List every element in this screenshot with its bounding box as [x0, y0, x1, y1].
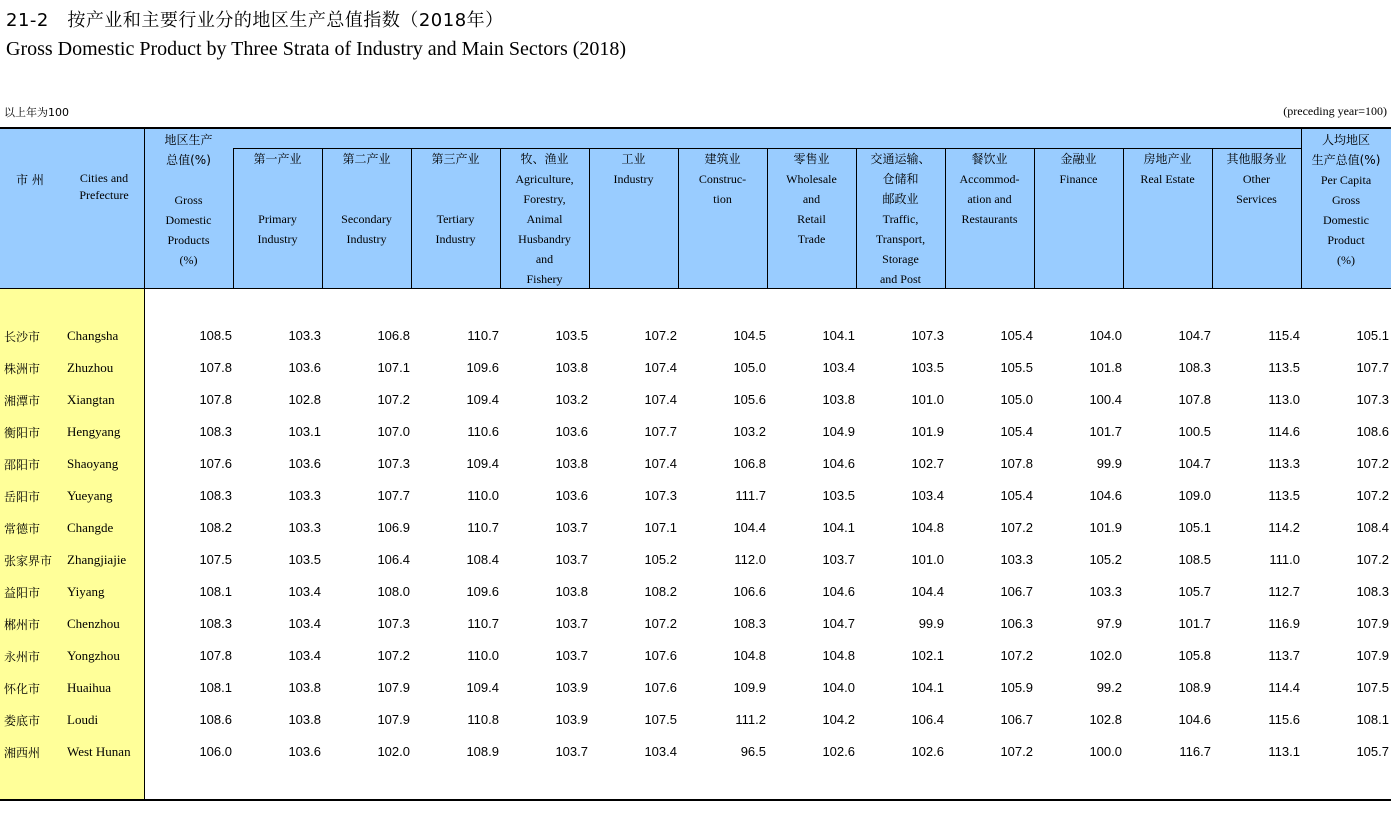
city-name-en: Zhangjiajie [67, 552, 127, 567]
index-value-cell: 108.1 [199, 680, 232, 695]
index-value-cell: 113.5 [1268, 488, 1300, 503]
index-value-cell: 108.0 [377, 584, 410, 599]
index-value-cell: 103.6 [288, 456, 321, 471]
index-value-cell: 113.0 [1268, 392, 1300, 407]
page-title: 21-2 按产业和主要行业分的地区生产总值指数（2018年） [6, 10, 504, 31]
table-row [0, 744, 1391, 776]
header-trade: 零售业 Wholesale and Retail Trade [786, 152, 837, 246]
index-value-cell: 107.8 [199, 360, 232, 375]
index-value-cell: 103.8 [555, 360, 588, 375]
header-transport: 交通运输、 仓储和 邮政业 Traffic, Transport, Storage and Post [870, 152, 931, 286]
index-value-cell: 111.7 [735, 488, 766, 503]
city-name-en: Huaihua [67, 680, 112, 695]
index-value-cell: 100.4 [1089, 392, 1122, 407]
index-value-cell: 109.6 [466, 360, 499, 375]
table-bottom-rule [0, 799, 1391, 801]
index-value-cell: 109.0 [1178, 488, 1211, 503]
index-value-cell: 107.0 [377, 424, 410, 439]
index-value-cell: 106.6 [733, 584, 766, 599]
city-name-cn: 永州市 [4, 650, 41, 664]
header-finance: 金融业 Finance [1059, 152, 1098, 186]
index-value-cell: 110.7 [467, 328, 499, 343]
index-value-cell: 108.1 [199, 584, 232, 599]
index-value-cell: 110.8 [467, 712, 499, 727]
index-value-cell: 110.6 [467, 424, 499, 439]
index-value-cell: 103.5 [555, 328, 588, 343]
index-value-cell: 101.0 [911, 552, 944, 567]
city-name-en: Hengyang [67, 424, 121, 439]
table-row [0, 552, 1391, 584]
index-value-cell: 105.2 [1089, 552, 1122, 567]
index-value-cell: 107.3 [911, 328, 944, 343]
header-other-services: 其他服务业 Other Services [1226, 152, 1287, 206]
index-value-cell: 105.7 [1356, 744, 1389, 759]
index-value-cell: 107.5 [199, 552, 232, 567]
index-value-cell: 107.3 [644, 488, 677, 503]
unit-note-en: (preceding year=100) [1283, 104, 1387, 118]
index-value-cell: 105.1 [1356, 328, 1389, 343]
index-value-cell: 103.2 [555, 392, 588, 407]
index-value-cell: 113.5 [1268, 360, 1300, 375]
index-value-cell: 110.0 [467, 488, 499, 503]
index-value-cell: 104.7 [1178, 328, 1211, 343]
index-value-cell: 103.9 [555, 712, 588, 727]
index-value-cell: 107.8 [1178, 392, 1211, 407]
index-value-cell: 103.6 [555, 424, 588, 439]
index-value-cell: 107.2 [644, 616, 677, 631]
index-value-cell: 106.4 [377, 552, 410, 567]
index-value-cell: 104.6 [1089, 488, 1122, 503]
index-value-cell: 107.2 [377, 392, 410, 407]
index-value-cell: 111.2 [735, 712, 766, 727]
index-value-cell: 112.0 [734, 552, 766, 567]
index-value-cell: 107.3 [1356, 392, 1389, 407]
index-value-cell: 103.8 [288, 680, 321, 695]
header-gdp: 地区生产 总值(%) Gross Domestic Products (%) [164, 133, 213, 267]
index-value-cell: 108.5 [199, 328, 232, 343]
index-value-cell: 109.4 [466, 392, 499, 407]
index-value-cell: 107.4 [644, 392, 677, 407]
index-value-cell: 104.7 [1178, 456, 1211, 471]
index-value-cell: 107.7 [377, 488, 410, 503]
header-industry: 工业 Industry [613, 152, 654, 186]
header-tertiary: 第三产业 Tertiary Industry [431, 152, 480, 246]
index-value-cell: 107.5 [644, 712, 677, 727]
index-value-cell: 109.9 [733, 680, 766, 695]
index-value-cell: 103.5 [822, 488, 855, 503]
index-value-cell: 106.0 [199, 744, 232, 759]
index-value-cell: 108.3 [199, 616, 232, 631]
index-value-cell: 105.8 [1178, 648, 1211, 663]
index-value-cell: 103.1 [288, 424, 321, 439]
index-value-cell: 108.9 [466, 744, 499, 759]
index-value-cell: 107.5 [1356, 680, 1389, 695]
index-value-cell: 99.9 [918, 616, 944, 631]
index-value-cell: 108.3 [199, 424, 232, 439]
index-value-cell: 115.6 [1268, 712, 1300, 727]
table-top-rule [0, 127, 1391, 129]
city-name-cn: 郴州市 [4, 618, 41, 632]
city-name-cn: 常德市 [4, 522, 41, 536]
index-value-cell: 105.0 [1000, 392, 1033, 407]
index-value-cell: 116.7 [1179, 744, 1211, 759]
city-name-cn: 株洲市 [4, 362, 41, 376]
index-value-cell: 113.1 [1268, 744, 1300, 759]
index-value-cell: 100.5 [1178, 424, 1211, 439]
index-value-cell: 105.7 [1178, 584, 1211, 599]
city-name-cn: 怀化市 [4, 682, 41, 696]
index-value-cell: 108.1 [1356, 712, 1389, 727]
index-value-cell: 103.6 [555, 488, 588, 503]
table-row [0, 584, 1391, 616]
index-value-cell: 103.5 [911, 360, 944, 375]
index-value-cell: 107.8 [199, 648, 232, 663]
index-value-cell: 107.4 [644, 360, 677, 375]
index-value-cell: 108.5 [1178, 552, 1211, 567]
city-name-cn: 湘西州 [4, 746, 41, 760]
index-value-cell: 102.6 [822, 744, 855, 759]
header-construction: 建筑业 Construc- tion [698, 152, 747, 206]
index-value-cell: 108.4 [1356, 520, 1389, 535]
index-value-cell: 106.7 [1000, 584, 1033, 599]
index-value-cell: 110.7 [467, 616, 499, 631]
index-value-cell: 114.6 [1268, 424, 1300, 439]
index-value-cell: 107.2 [1356, 488, 1389, 503]
index-value-cell: 103.3 [288, 520, 321, 535]
index-value-cell: 109.6 [466, 584, 499, 599]
index-value-cell: 104.1 [822, 520, 855, 535]
index-value-cell: 105.2 [644, 552, 677, 567]
index-value-cell: 106.7 [1000, 712, 1033, 727]
index-value-cell: 103.4 [822, 360, 855, 375]
table-row [0, 424, 1391, 456]
index-value-cell: 99.9 [1096, 456, 1122, 471]
index-value-cell: 103.4 [911, 488, 944, 503]
index-value-cell: 116.9 [1268, 616, 1300, 631]
table-row [0, 328, 1391, 360]
index-value-cell: 111.0 [1269, 552, 1300, 567]
index-value-cell: 102.8 [1089, 712, 1122, 727]
index-value-cell: 104.5 [733, 328, 766, 343]
index-value-cell: 110.0 [467, 648, 499, 663]
index-value-cell: 103.5 [288, 552, 321, 567]
index-value-cell: 107.3 [377, 456, 410, 471]
city-name-en: Changsha [67, 328, 119, 343]
index-value-cell: 107.8 [1000, 456, 1033, 471]
index-value-cell: 107.8 [199, 392, 232, 407]
index-value-cell: 106.8 [377, 328, 410, 343]
index-value-cell: 101.7 [1178, 616, 1211, 631]
city-name-cn: 益阳市 [4, 586, 41, 600]
city-name-en: Yiyang [67, 584, 105, 599]
index-value-cell: 106.8 [733, 456, 766, 471]
table-row [0, 488, 1391, 520]
city-name-cn: 邵阳市 [4, 458, 41, 472]
city-name-en: Loudi [67, 712, 99, 727]
index-value-cell: 103.4 [288, 584, 321, 599]
index-value-cell: 104.4 [733, 520, 766, 535]
index-value-cell: 109.4 [466, 456, 499, 471]
index-value-cell: 105.9 [1000, 680, 1033, 695]
index-value-cell: 104.8 [911, 520, 944, 535]
index-value-cell: 103.7 [555, 520, 588, 535]
table-row [0, 616, 1391, 648]
index-value-cell: 108.2 [199, 520, 232, 535]
city-name-en: Yueyang [67, 488, 113, 503]
index-value-cell: 103.2 [733, 424, 766, 439]
index-value-cell: 107.2 [1356, 456, 1389, 471]
index-value-cell: 104.6 [1178, 712, 1211, 727]
index-value-cell: 96.5 [740, 744, 766, 759]
city-name-cn: 长沙市 [4, 330, 41, 344]
city-name-cn: 岳阳市 [4, 490, 41, 504]
index-value-cell: 105.6 [733, 392, 766, 407]
index-value-cell: 104.2 [822, 712, 855, 727]
header-city-cn: 市 州 [16, 173, 44, 187]
index-value-cell: 107.9 [1356, 648, 1389, 663]
index-value-cell: 102.0 [377, 744, 410, 759]
index-value-cell: 107.2 [377, 648, 410, 663]
table-row [0, 680, 1391, 712]
index-value-cell: 103.3 [288, 328, 321, 343]
index-value-cell: 107.2 [1356, 552, 1389, 567]
city-name-cn: 张家界市 [4, 554, 53, 568]
index-value-cell: 104.0 [1089, 328, 1122, 343]
index-value-cell: 110.7 [467, 520, 499, 535]
index-value-cell: 101.9 [1089, 520, 1122, 535]
index-value-cell: 103.3 [1089, 584, 1122, 599]
index-value-cell: 106.3 [1000, 616, 1033, 631]
index-value-cell: 107.6 [199, 456, 232, 471]
index-value-cell: 108.3 [1178, 360, 1211, 375]
index-value-cell: 105.4 [1000, 424, 1033, 439]
index-value-cell: 105.5 [1000, 360, 1033, 375]
city-name-en: Changde [67, 520, 114, 535]
index-value-cell: 105.4 [1000, 488, 1033, 503]
city-name-cn: 娄底市 [4, 714, 41, 728]
index-value-cell: 108.6 [1356, 424, 1389, 439]
table-header-rule [0, 288, 1391, 289]
header-primary: 第一产业 Primary Industry [253, 152, 302, 246]
index-value-cell: 104.8 [822, 648, 855, 663]
index-value-cell: 104.1 [822, 328, 855, 343]
index-value-cell: 103.6 [288, 744, 321, 759]
index-value-cell: 103.8 [555, 584, 588, 599]
table-row [0, 648, 1391, 680]
index-value-cell: 105.1 [1178, 520, 1211, 535]
index-value-cell: 103.4 [288, 616, 321, 631]
table-row [0, 360, 1391, 392]
index-value-cell: 114.2 [1268, 520, 1300, 535]
index-value-cell: 101.0 [911, 392, 944, 407]
index-value-cell: 107.3 [377, 616, 410, 631]
index-value-cell: 103.4 [288, 648, 321, 663]
table-row [0, 712, 1391, 744]
index-value-cell: 107.9 [377, 680, 410, 695]
index-value-cell: 107.4 [644, 456, 677, 471]
index-value-cell: 104.6 [822, 584, 855, 599]
city-name-en: Chenzhou [67, 616, 120, 631]
index-value-cell: 108.6 [199, 712, 232, 727]
index-value-cell: 105.0 [733, 360, 766, 375]
header-agriculture: 牧、渔业 Agriculture, Forestry, Animal Husbandry and Fishery [515, 152, 574, 286]
city-name-cn: 湘潭市 [4, 394, 41, 408]
index-value-cell: 103.7 [555, 744, 588, 759]
header-real-estate: 房地产业 Real Estate [1140, 152, 1195, 186]
city-name-en: Yongzhou [67, 648, 120, 663]
index-value-cell: 102.7 [911, 456, 944, 471]
header-secondary: 第二产业 Secondary Industry [341, 152, 392, 246]
index-value-cell: 104.4 [911, 584, 944, 599]
index-value-cell: 103.3 [288, 488, 321, 503]
index-value-cell: 101.8 [1089, 360, 1122, 375]
index-value-cell: 104.1 [911, 680, 944, 695]
index-value-cell: 108.3 [199, 488, 232, 503]
index-value-cell: 104.8 [733, 648, 766, 663]
index-value-cell: 108.3 [733, 616, 766, 631]
index-value-cell: 104.0 [822, 680, 855, 695]
index-value-cell: 107.7 [1356, 360, 1389, 375]
index-value-cell: 97.9 [1096, 616, 1122, 631]
index-value-cell: 99.2 [1096, 680, 1122, 695]
city-name-en: Zhuzhou [67, 360, 114, 375]
index-value-cell: 107.2 [644, 328, 677, 343]
index-value-cell: 106.4 [911, 712, 944, 727]
index-value-cell: 108.3 [1356, 584, 1389, 599]
index-value-cell: 105.4 [1000, 328, 1033, 343]
header-per-capita: 人均地区 生产总值(%) Per Capita Gross Domestic Product (%) [1311, 133, 1381, 267]
index-value-cell: 107.1 [377, 360, 410, 375]
index-value-cell: 107.2 [1000, 648, 1033, 663]
index-value-cell: 100.0 [1089, 744, 1122, 759]
index-value-cell: 113.3 [1268, 456, 1300, 471]
index-value-cell: 108.4 [466, 552, 499, 567]
index-value-cell: 103.8 [822, 392, 855, 407]
index-value-cell: 103.6 [288, 360, 321, 375]
index-value-cell: 103.7 [822, 552, 855, 567]
index-value-cell: 107.1 [644, 520, 677, 535]
index-value-cell: 103.7 [555, 616, 588, 631]
index-value-cell: 104.7 [822, 616, 855, 631]
city-name-en: West Hunan [67, 744, 131, 759]
index-value-cell: 102.8 [288, 392, 321, 407]
index-value-cell: 108.2 [644, 584, 677, 599]
index-value-cell: 107.9 [377, 712, 410, 727]
index-value-cell: 107.9 [1356, 616, 1389, 631]
header-city-en: Cities and Prefecture [79, 171, 129, 202]
index-value-cell: 101.9 [911, 424, 944, 439]
index-value-cell: 107.2 [1000, 744, 1033, 759]
table-row [0, 520, 1391, 552]
table-row [0, 456, 1391, 488]
city-name-en: Xiangtan [67, 392, 115, 407]
city-name-en: Shaoyang [67, 456, 119, 471]
index-value-cell: 115.4 [1268, 328, 1300, 343]
index-value-cell: 103.8 [288, 712, 321, 727]
index-value-cell: 108.9 [1178, 680, 1211, 695]
index-value-cell: 109.4 [466, 680, 499, 695]
table-row [0, 392, 1391, 424]
index-value-cell: 113.7 [1268, 648, 1300, 663]
unit-note-cn: 以上年为100 [4, 106, 69, 119]
index-value-cell: 102.0 [1089, 648, 1122, 663]
page-subtitle: Gross Domestic Product by Three Strata of Industry and Main Sectors (2018) [6, 38, 627, 60]
index-value-cell: 103.9 [555, 680, 588, 695]
index-value-cell: 103.8 [555, 456, 588, 471]
index-value-cell: 112.7 [1268, 584, 1300, 599]
header-accommodation: 餐饮业 Accommod- ation and Restaurants [959, 152, 1020, 226]
index-value-cell: 103.4 [644, 744, 677, 759]
index-value-cell: 104.6 [822, 456, 855, 471]
index-value-cell: 102.1 [911, 648, 944, 663]
index-value-cell: 107.6 [644, 680, 677, 695]
index-value-cell: 103.3 [1000, 552, 1033, 567]
index-value-cell: 107.2 [1000, 520, 1033, 535]
index-value-cell: 107.6 [644, 648, 677, 663]
index-value-cell: 114.4 [1268, 680, 1300, 695]
index-value-cell: 101.7 [1089, 424, 1122, 439]
index-value-cell: 102.6 [911, 744, 944, 759]
index-value-cell: 103.7 [555, 648, 588, 663]
city-name-cn: 衡阳市 [4, 426, 41, 440]
index-value-cell: 107.7 [644, 424, 677, 439]
index-value-cell: 106.9 [377, 520, 410, 535]
index-value-cell: 103.7 [555, 552, 588, 567]
index-value-cell: 104.9 [822, 424, 855, 439]
